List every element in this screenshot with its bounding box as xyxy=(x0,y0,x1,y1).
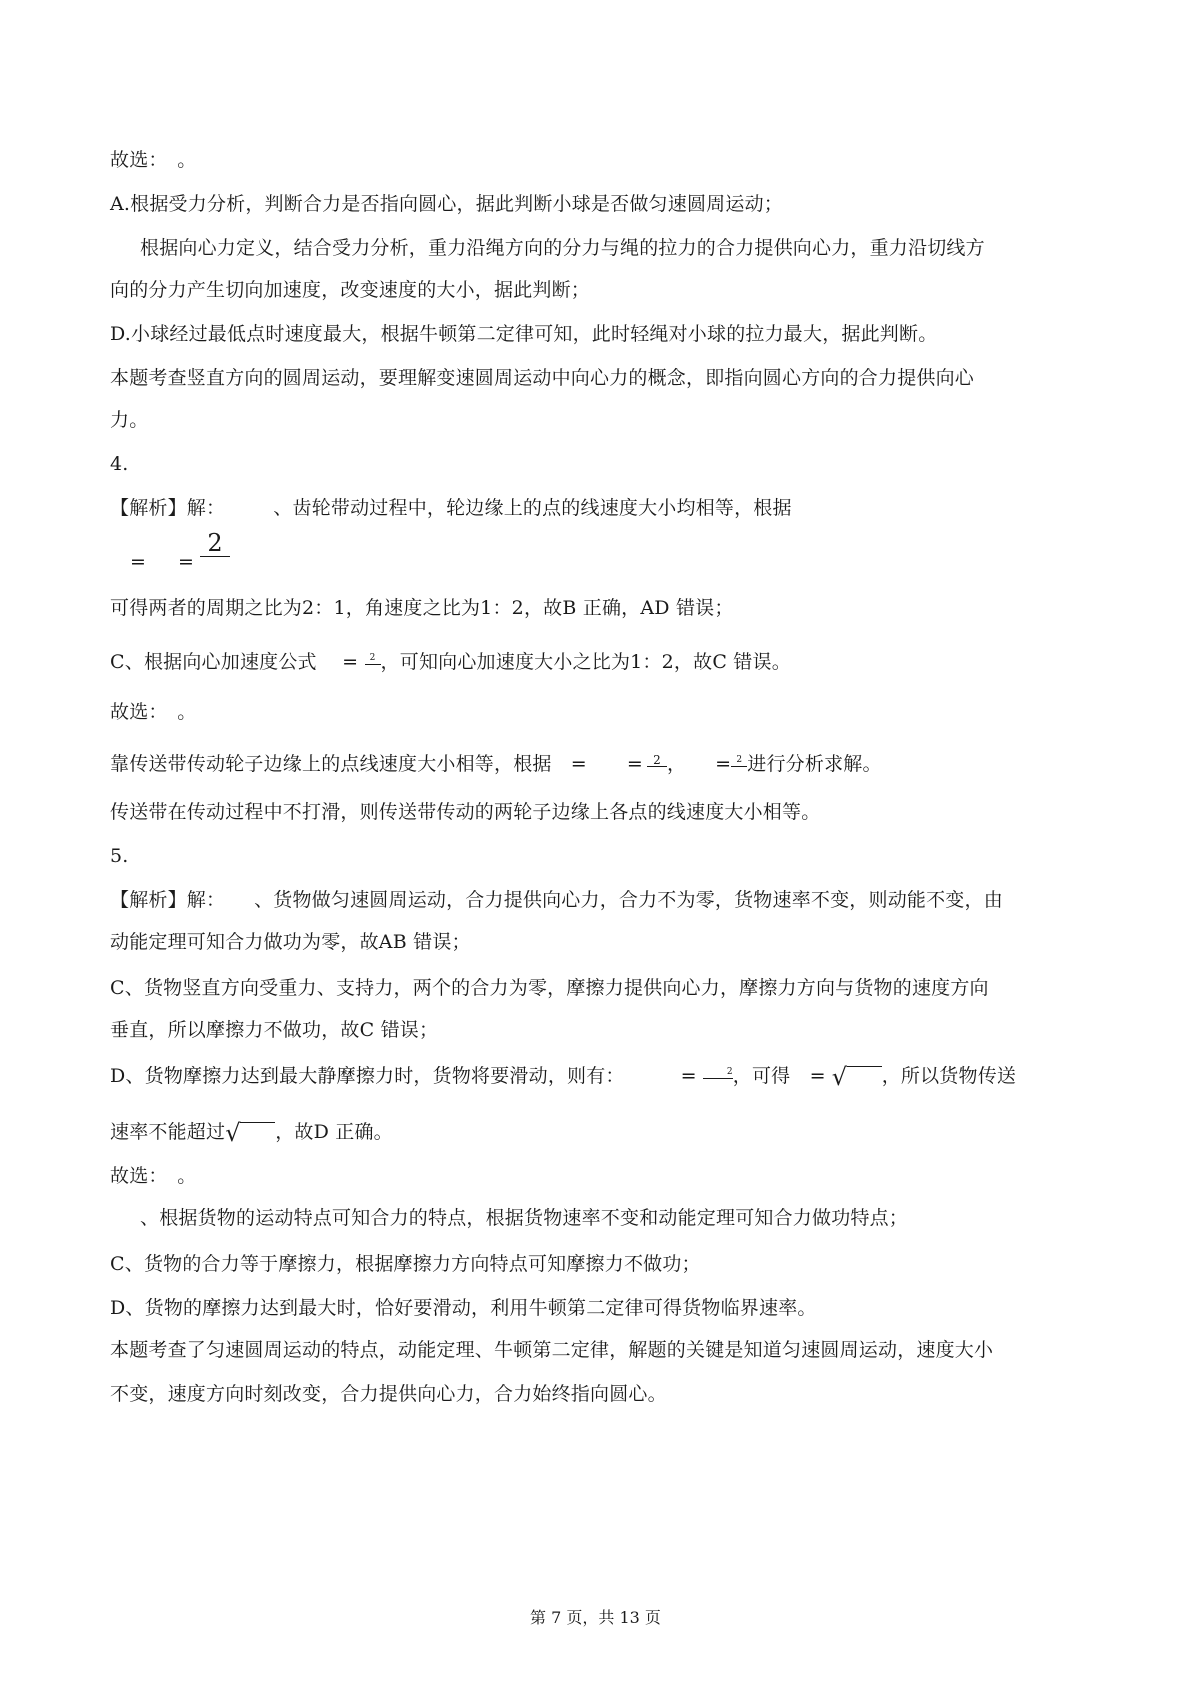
text-line: 不变，速度方向时刻改变，合力提供向心力，合力始终指向圆心。 xyxy=(110,1383,667,1405)
text-line: A.根据受力分析，判断合力是否指向圆心，据此判断小球是否做匀速圆周运动； xyxy=(110,193,783,215)
text-segment: ，可知向心加速度大小之比为1：2，故C 错误。 xyxy=(380,651,791,673)
radical-sign: √ xyxy=(831,1063,848,1091)
question-number: 5. xyxy=(110,845,129,867)
text-line xyxy=(110,1120,393,1146)
fraction xyxy=(365,652,381,675)
fraction-denominator xyxy=(365,665,381,675)
radical-bar xyxy=(847,1066,882,1067)
text-segment: = xyxy=(626,753,644,775)
fraction-numerator: 2 xyxy=(726,1066,733,1077)
text-line: 可得两者的周期之比为2：1，角速度之比为1：2，故B 正确，AD 错误； xyxy=(110,597,734,619)
formula-eq: = xyxy=(178,551,195,573)
fraction-denominator xyxy=(647,767,667,777)
sqrt-symbol xyxy=(832,1064,882,1090)
page-footer: 第 7 页，共 13 页 xyxy=(530,1608,661,1627)
fraction-numerator: 2 xyxy=(736,754,743,765)
text-segment: ，可得 = xyxy=(732,1065,826,1087)
fraction-numerator: 2 xyxy=(369,652,376,663)
text-line: 向的分力产生切向加速度，改变速度的大小，据此判断； xyxy=(110,279,591,301)
text-segment: 进行分析求解。 xyxy=(747,753,882,775)
fraction xyxy=(731,754,747,777)
text-line: 故选： 。 xyxy=(110,149,197,171)
text-line: C、货物的合力等于摩擦力，根据摩擦力方向特点可知摩擦力不做功； xyxy=(110,1253,701,1275)
fraction xyxy=(647,754,667,777)
text-line: 根据向心力定义，结合受力分析，重力沿绳方向的分力与绳的拉力的合力提供向心力，重力沿切线方 xyxy=(140,237,985,259)
sqrt-symbol xyxy=(225,1120,275,1146)
text-line xyxy=(110,1064,1016,1090)
text-line: 【解析】解： 、货物做匀速圆周运动，合力提供向心力，合力不为零，货物速率不变，则动能不变，由 xyxy=(110,889,1003,911)
radical-bar xyxy=(240,1122,275,1123)
text-line: 故选： 。 xyxy=(110,701,197,723)
fraction xyxy=(703,1066,733,1089)
fraction-numerator: 2 xyxy=(653,752,661,767)
radical-sign: √ xyxy=(225,1119,241,1147)
fraction-numerator: 2 xyxy=(207,529,223,557)
text-line: 、根据货物的运动特点可知合力的特点，根据货物速率不变和动能定理可知合力做功特点； xyxy=(140,1207,909,1229)
text-line: 本题考查竖直方向的圆周运动，要理解变速圆周运动中向心力的概念，即指向圆心方向的合力提供向心 xyxy=(110,367,975,389)
question-number: 4. xyxy=(110,453,129,475)
text-segment: D、货物摩擦力达到最大静摩擦力时，货物将要滑动，则有： xyxy=(110,1065,625,1087)
text-segment: ， = xyxy=(667,753,732,775)
text-line xyxy=(110,752,882,777)
fraction xyxy=(200,530,230,557)
text-line: C、货物竖直方向受重力、支持力，两个的合力为零，摩擦力提供向心力，摩擦力方向与货物的速度方向 xyxy=(110,977,989,999)
text-segment: ，故D 正确。 xyxy=(275,1121,393,1143)
text-line: 【解析】解： 、齿轮带动过程中，轮边缘上的点的线速度大小均相等，根据 xyxy=(110,497,792,519)
text-line: 力。 xyxy=(110,409,149,431)
text-line: 动能定理可知合力做功为零，故AB 错误； xyxy=(110,931,471,953)
text-segment: 靠传送带传动轮子边缘上的点线速度大小相等，根据 = xyxy=(110,753,587,775)
text-line: D.小球经过最低点时速度最大，根据牛顿第二定律可知，此时轻绳对小球的拉力最大，据此判断。 xyxy=(110,323,938,345)
text-line: 垂直，所以摩擦力不做功，故C 错误； xyxy=(110,1019,439,1041)
text-line: 故选： 。 xyxy=(110,1165,197,1187)
fraction-denominator xyxy=(731,767,747,777)
text-segment: 速率不能超过 xyxy=(110,1121,226,1143)
text-segment: = xyxy=(680,1065,697,1087)
text-line: 本题考查了匀速圆周运动的特点，动能定理、牛顿第二定律，解题的关键是知道匀速圆周运动，速度大小 xyxy=(110,1339,994,1361)
text-line: D、货物的摩擦力达到最大时，恰好要滑动，利用牛顿第二定律可得货物临界速率。 xyxy=(110,1297,817,1319)
fraction-denominator xyxy=(703,1079,733,1089)
formula-eq: = xyxy=(130,551,147,573)
text-line: 传送带在传动过程中不打滑，则传送带传动的两轮子边缘上各点的线速度大小相等。 xyxy=(110,801,821,823)
text-segment: C、根据向心加速度公式 = xyxy=(110,651,365,673)
text-segment: ，所以货物传送 xyxy=(881,1065,1017,1087)
text-line xyxy=(110,650,791,675)
